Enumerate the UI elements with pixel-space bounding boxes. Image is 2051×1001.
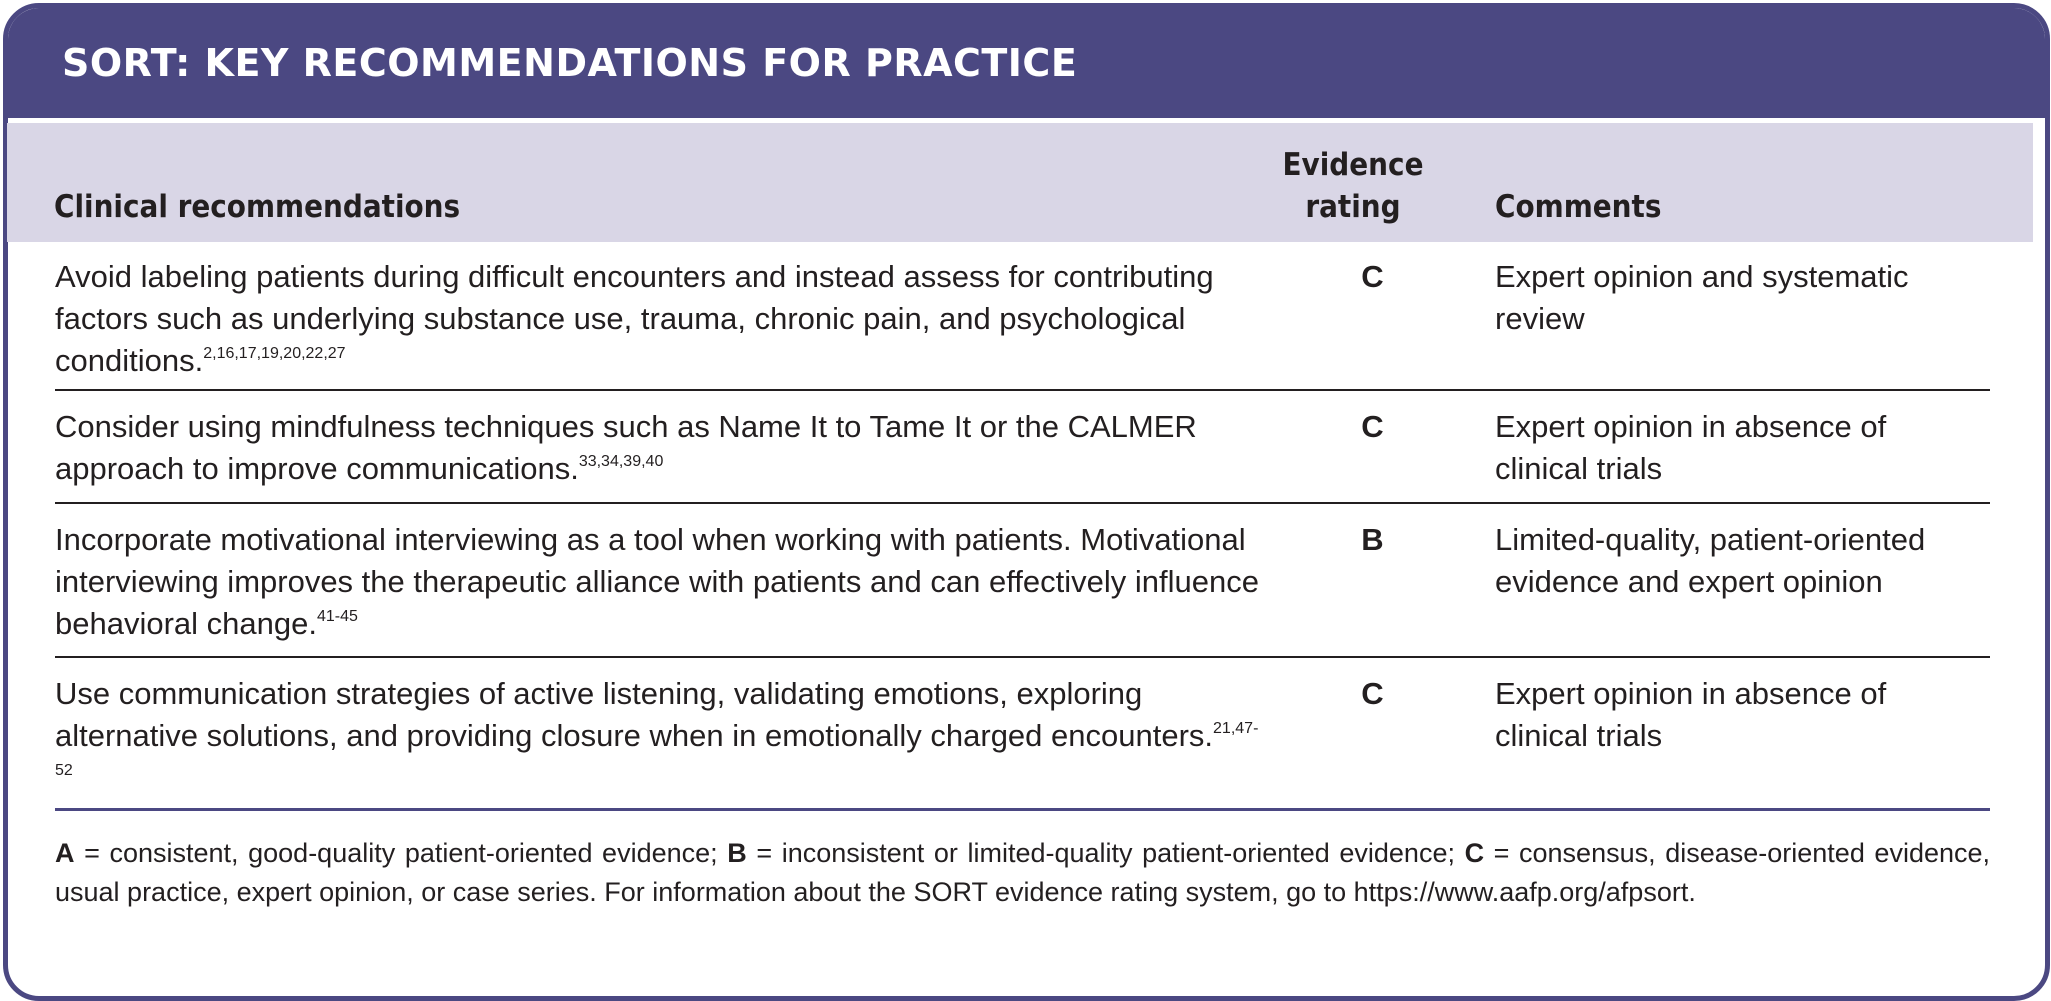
header-evidence-rating-line1: Evidence <box>1282 147 1424 183</box>
recommendation-text <box>55 256 1275 382</box>
evidence-rating: C <box>1361 259 1384 294</box>
reference-superscript: 41-45 <box>316 608 358 625</box>
recommendation-text <box>55 519 1275 645</box>
rating-legend-footnote <box>55 834 1990 912</box>
table-row <box>55 659 1990 811</box>
table-row <box>55 505 1990 658</box>
header-evidence-rating-line2: rating <box>1305 189 1401 225</box>
comment-text: Expert opinion and systematic review <box>1495 259 1909 336</box>
recommendation-body: Avoid labeling patients during difficult encounters and instead assess for contributing factors such as underlying substance use, trauma, chronic pain, and psychological conditions. <box>55 259 1214 378</box>
recommendation-text <box>55 406 1275 490</box>
reference-superscript: 21,47-52 <box>55 720 1259 779</box>
header-evidence-rating <box>1263 144 1443 228</box>
legend-b-label: B <box>727 838 747 868</box>
header-comments: Comments <box>1495 189 1662 225</box>
table-row <box>55 392 1990 504</box>
reference-superscript: 2,16,17,19,20,22,27 <box>203 345 346 362</box>
table-header-row <box>7 123 2033 242</box>
card-title: SORT: KEY RECOMMENDATIONS FOR PRACTICE <box>8 8 2045 118</box>
evidence-rating: C <box>1361 676 1384 711</box>
legend-a-label: A <box>55 838 75 868</box>
comment-text: Expert opinion in absence of clinical trials <box>1495 676 1887 753</box>
recommendation-body: Use communication strategies of active listening, validating emotions, exploring alternative solutions, and providing closure when in emotionally charged encounters. <box>55 676 1214 753</box>
legend-c-label: C <box>1464 838 1485 868</box>
legend-c-text: = consensus, disease-oriented evidence, usual practice, expert opinion, or case series. For information about the SORT evidence rating system, go to https://www.aafp.org/afpsort. <box>55 838 1991 907</box>
reference-superscript: 33,34,39,40 <box>578 453 664 470</box>
header-clinical-recommendations: Clinical recommendations <box>54 189 461 225</box>
evidence-rating: B <box>1361 522 1384 557</box>
comment-text: Expert opinion in absence of clinical trials <box>1495 409 1887 486</box>
recommendation-text <box>55 673 1275 799</box>
evidence-rating: C <box>1361 409 1384 444</box>
recommendation-body: Incorporate motivational interviewing as a tool when working with patients. Motivational interviewing improves the therapeutic alliance with patients and can effectively influence behavioral change. <box>55 522 1259 641</box>
table-row <box>55 242 1990 391</box>
recommendation-body: Consider using mindfulness techniques such as Name It to Tame It or the CALMER approach to improve communications. <box>55 409 1197 486</box>
legend-a-text: = consistent, good-quality patient-oriented evidence; <box>74 838 728 868</box>
legend-b-text: = inconsistent or limited-quality patient-oriented evidence; <box>746 838 1465 868</box>
comment-text: Limited-quality, patient-oriented evidence and expert opinion <box>1495 522 1926 599</box>
